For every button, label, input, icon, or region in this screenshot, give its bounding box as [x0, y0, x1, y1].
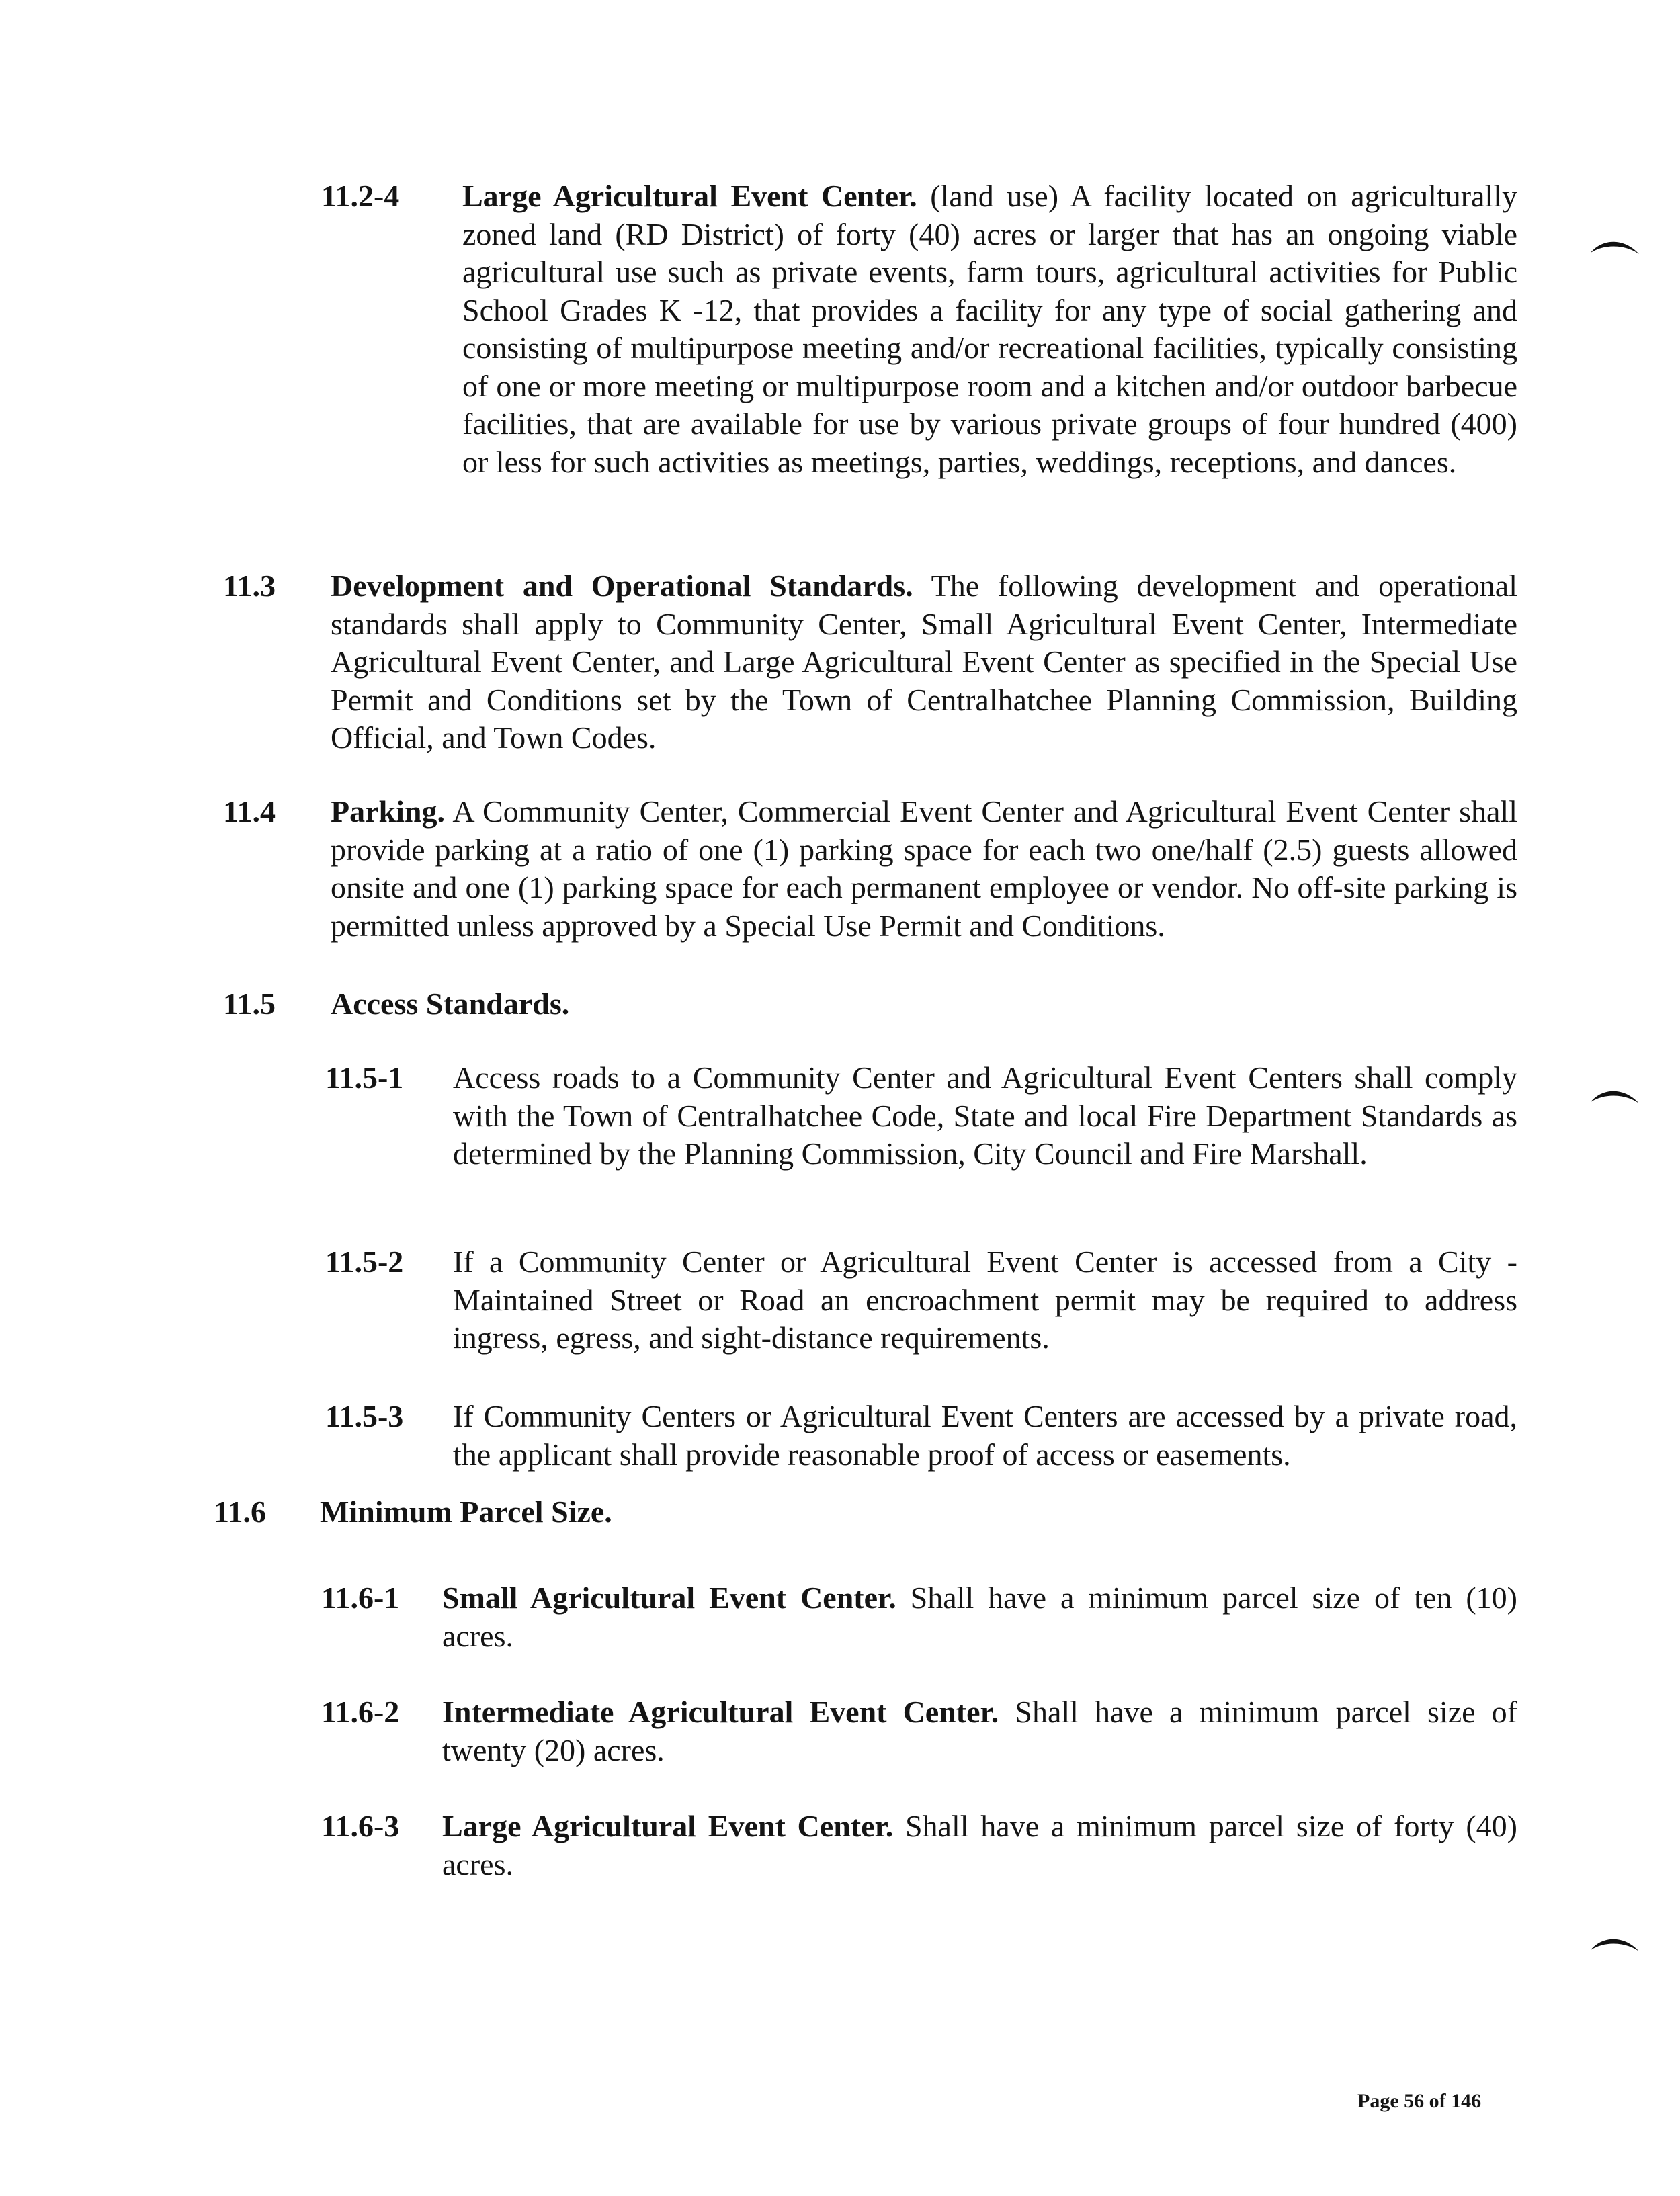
section-title: Intermediate Agricultural Event Center.	[442, 1695, 999, 1729]
section-body	[331, 985, 1517, 1023]
section-number: 11.5-3	[325, 1399, 404, 1433]
punch-hole-icon	[1589, 235, 1640, 255]
section-title: Large Agricultural Event Center.	[462, 179, 917, 213]
section-title: Development and Operational Standards.	[331, 568, 913, 603]
section-text: If a Community Center or Agricultural Event Center is accessed from a City - Maintained Street or Road an encroachment permit may be required to address ingress, egress, and sight-distance requirements.	[453, 1244, 1517, 1355]
section-number: 11.6-2	[321, 1695, 400, 1729]
section-number: 11.5-1	[325, 1060, 404, 1095]
section-number: 11.3	[223, 568, 276, 603]
section-number: 11.6-3	[321, 1809, 400, 1843]
section-title: Large Agricultural Event Center.	[442, 1809, 894, 1843]
section-title: Access Standards.	[331, 986, 570, 1021]
punch-hole-icon	[1589, 1085, 1640, 1105]
section-body	[331, 793, 1517, 945]
section-number: 11.5	[223, 986, 276, 1021]
section-body	[331, 567, 1517, 757]
section-text: Shall have a minimum parcel size of twenty (20) acres.	[442, 1695, 1517, 1767]
section-number: 11.6	[214, 1494, 266, 1529]
section-body	[462, 177, 1517, 481]
section-body	[442, 1808, 1517, 1884]
section-number: 11.2-4	[321, 179, 400, 213]
section-title: Parking.	[331, 794, 445, 829]
punch-hole-icon	[1589, 1933, 1640, 1953]
section-text: If Community Centers or Agricultural Event Centers are accessed by a private road, the applicant shall provide reasonable proof of access or easements.	[453, 1399, 1517, 1472]
section-body	[453, 1243, 1517, 1357]
section-text: Access roads to a Community Center and Agricultural Event Centers shall comply with the Town of Centralhatchee Code, State and local Fire Department Standards as determined by the Planning Commission, City Council and Fire Marshall.	[453, 1060, 1517, 1171]
section-text: Shall have a minimum parcel size of ten (10) acres.	[442, 1580, 1517, 1653]
section-body	[453, 1059, 1517, 1173]
section-text: (land use) A facility located on agriculturally zoned land (RD District) of forty (40) acres or larger that has an ongoing viable agricultural use such as private events, farm tours, agricultural activities for Public School Grades K -12, that provides a facility for any type of social gathering and consisting of multipurpose meeting and/or recreational facilities, typically consisting of one or more meeting or multipurpose room and a kitchen and/or outdoor barbecue facilities, that are available for use by various private groups of four hundred (400) or less for such activities as meetings, parties, weddings, receptions, and dances.	[462, 179, 1517, 479]
section-title: Small Agricultural Event Center.	[442, 1580, 896, 1615]
section-number: 11.4	[223, 794, 276, 829]
section-number: 11.5-2	[325, 1244, 404, 1279]
section-text: Shall have a minimum parcel size of forty (40) acres.	[442, 1809, 1517, 1882]
section-body	[442, 1579, 1517, 1655]
section-body	[453, 1398, 1517, 1474]
section-body	[442, 1693, 1517, 1769]
page-number: Page 56 of 146	[1357, 2090, 1482, 2112]
section-body	[320, 1493, 1517, 1531]
section-title: Minimum Parcel Size.	[320, 1494, 612, 1529]
section-text: The following development and operational standards shall apply to Community Center, Small Agricultural Event Center, Intermediate Agricultural Event Center, and Large Agricultural Event Center as specified in the Special Use Permit and Conditions set by the Town of Centralhatchee Planning Commission, Building Official, and Town Codes.	[331, 568, 1517, 755]
section-text: A Community Center, Commercial Event Center and Agricultural Event Center shall provide parking at a ratio of one (1) parking space for each two one/half (2.5) guests allowed onsite and one (1) parking space for each permanent employee or vendor. No off-site parking is permitted unless approved by a Special Use Permit and Conditions.	[331, 794, 1517, 943]
section-number: 11.6-1	[321, 1580, 400, 1615]
